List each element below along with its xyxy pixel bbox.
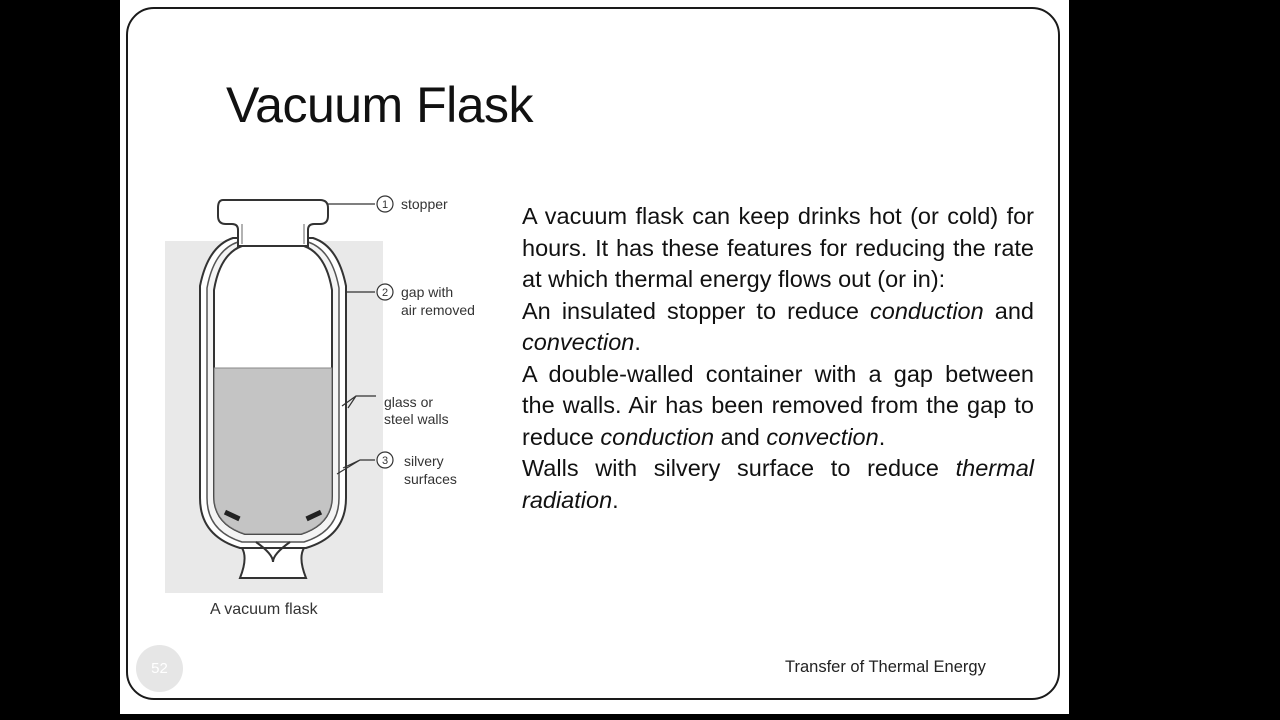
emphasis-conduction: conduction xyxy=(870,297,984,324)
paragraph-stopper: An insulated stopper to reduce conduction and convection. xyxy=(522,297,1034,355)
label-walls-line1: glass or xyxy=(384,394,434,410)
label-stopper: stopper xyxy=(401,196,448,212)
emphasis-thermal-radiation: thermal radiation xyxy=(522,455,1034,513)
label-gap-line1: gap with xyxy=(401,284,454,300)
paragraph-silvery: Walls with silvery surface to reduce thermal radiation. xyxy=(522,455,1034,513)
flask-base xyxy=(240,548,306,578)
label-walls-line2: steel walls xyxy=(384,411,449,427)
label-gap-line2: air removed xyxy=(401,302,475,318)
label-number-2 xyxy=(377,284,393,300)
svg-text:3: 3 xyxy=(381,455,389,467)
slide-footer: Transfer of Thermal Energy xyxy=(785,658,986,676)
figure-caption: A vacuum flask xyxy=(210,601,318,618)
paragraph-double-wall: A double-walled container with a gap between the walls. Air has been removed from the gap to reduce conduction and convection. xyxy=(522,360,1034,450)
label-silvery-line2: surfaces xyxy=(404,471,457,487)
label-silvery-line1: silvery xyxy=(404,453,444,469)
paragraph-intro: A vacuum flask can keep drinks hot (or cold) for hours. It has these features for reducing the rate at which thermal energy flows out (or in): xyxy=(522,203,1034,292)
flask-liquid xyxy=(214,368,332,534)
emphasis-convection: convection xyxy=(522,329,635,355)
slide-body-text xyxy=(522,201,1034,516)
label-number-1 xyxy=(377,196,393,212)
label-number-3 xyxy=(377,452,393,468)
vacuum-flask-diagram xyxy=(160,186,500,626)
emphasis-conduction: conduction xyxy=(600,423,715,450)
slide-title: Vacuum Flask xyxy=(226,77,534,133)
emphasis-convection: convection xyxy=(766,423,879,450)
svg-text:1: 1 xyxy=(381,199,389,211)
svg-text:2: 2 xyxy=(381,287,389,299)
slide-number-badge: 52 xyxy=(136,645,183,692)
